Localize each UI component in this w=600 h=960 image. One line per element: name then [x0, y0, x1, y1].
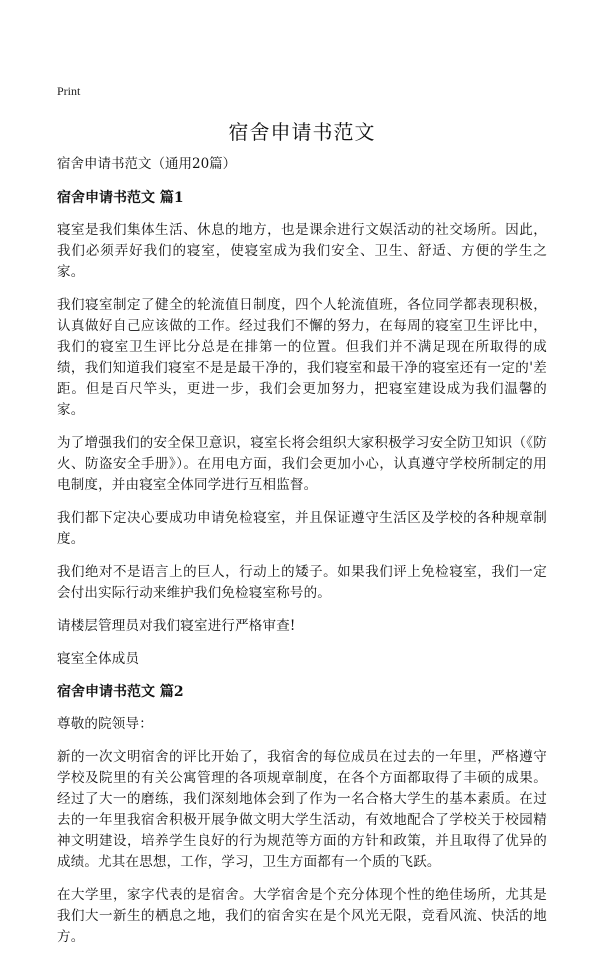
section-heading-1: 宿舍申请书范文 篇1 — [57, 190, 184, 206]
document-body — [57, 154, 547, 960]
paragraph: 请楼层管理员对我们寝室进行严格审查! — [57, 618, 296, 634]
paragraph: 寝室是我们集体生活、休息的地方，也是课余进行文娱活动的社交场所。因此，我们必须弄好我们的寝室，使寝室成为我们安全、卫生、舒适、方便的学生之家。 — [57, 222, 547, 280]
paragraph: 我们绝对不是语言上的巨人，行动上的矮子。如果我们评上免检寝室，我们一定会付出实际行动来维护我们免检寝室称号的。 — [57, 564, 547, 601]
document-subtitle: 宿舍申请书范文（通用20篇） — [57, 156, 237, 172]
paragraph: 新的一次文明宿舍的评比开始了，我宿舍的每位成员在过去的一年里，严格遵守学校及院里的有关公寓管理的各项规章制度，在各个方面都取得了丰硕的成果。经过了大一的磨练，我们深刻地体会到了作为一名合格大学生的基本素质。在过去的一年里我宿舍积极开展争做文明大学生活动，有效地配合了学校关于校园精神文明建设，培养学生良好的行为规范等方面的方针和政策，并且取得了优异的成绩。尤其在思想，工作，学习，卫生方面都有一个质的飞跃。 — [57, 749, 547, 870]
paragraph: 为了增强我们的安全保卫意识，寝室长将会组织大家积极学习安全防卫知识（《防火、防盗安全手册》）。在用电方面，我们会更加小心，认真遵守学校所制定的用电制度，并由寝室全体同学进行互相监督。 — [57, 435, 547, 493]
paragraph: 我们都下定决心要成功申请免检寝室，并且保证遵守生活区及学校的各种规章制度。 — [57, 510, 547, 547]
paragraph: 在大学里，家字代表的是宿舍。大学宿舍是个充分体现个性的绝佳场所，尤其是我们大一新生的栖息之地，我们的宿舍实在是个风光无限，竞看风流、快活的地方。 — [57, 887, 547, 945]
paragraph: 我们寝室制定了健全的轮流值日制度，四个人轮流值班，各位同学都表现积极，认真做好自己应该做的工作。经过我们不懈的努力，在每周的寝室卫生评比中，我们的寝室卫生评比分总是在排第一的位置。但我们并不满足现在所取得的成绩，我们知道我们寝室不是是最干净的，我们寝室和最干净的寝室还有一定的'差距。但是百尺竿头，更进一步，我们会更加努力，把寝室建设成为我们温馨的家。 — [57, 297, 547, 418]
signature-line: 寝室全体成员 — [57, 651, 140, 667]
salutation: 尊敬的院领导： — [57, 716, 153, 732]
document-title: 宿舍申请书范文 — [228, 120, 376, 144]
print-label: Print — [57, 84, 81, 98]
section-heading-2: 宿舍申请书范文 篇2 — [57, 684, 184, 700]
